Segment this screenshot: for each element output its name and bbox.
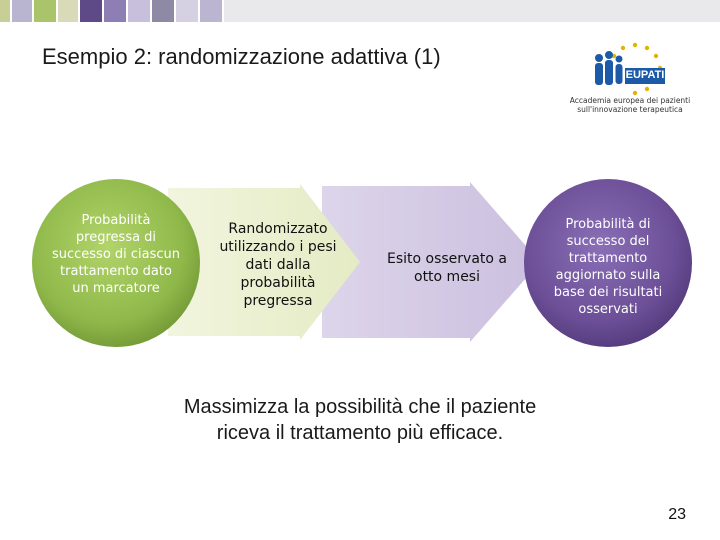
tagline-line-1: Accademia europea dei pazienti: [569, 96, 691, 105]
strip-square: [104, 0, 126, 22]
step4-text: Probabilità di successo del trattamento aggiornato sulla base dei risultati osservati: [553, 217, 663, 317]
conclusion-line-1: Massimizza la possibilità che il paziente: [183, 396, 537, 418]
top-color-strip: [0, 0, 720, 22]
conclusion-text: [100, 394, 620, 446]
strip-square: [176, 0, 198, 22]
page-number: 23: [668, 506, 686, 523]
slide-title: Esempio 2: randomizzazione adattiva (1): [42, 44, 441, 69]
strip-square: [128, 0, 150, 22]
eupati-logo: [585, 40, 685, 98]
step3-text: Esito osservato a otto mesi: [386, 251, 507, 285]
eupati-wordmark: EUPATI: [625, 69, 665, 81]
logo-tagline: [560, 96, 700, 114]
strip-square: [80, 0, 102, 22]
strip-bar: [224, 0, 720, 22]
strip-square: [34, 0, 56, 22]
strip-square: [152, 0, 174, 22]
conclusion-line-2: riceva il trattamento più efficace.: [216, 422, 504, 444]
step1-text: Probabilità pregressa di successo di ciascun trattamento dato un marcatore: [51, 213, 181, 296]
strip-square: [0, 0, 10, 22]
strip-square: [12, 0, 32, 22]
people-icon: [595, 51, 623, 85]
process-diagram: [0, 150, 720, 370]
strip-square: [200, 0, 222, 22]
step2-text: Randomizzato utilizzando i pesi dati dalla probabilità pregressa: [219, 221, 337, 309]
tagline-line-2: sull'innovazione terapeutica: [577, 105, 683, 114]
strip-square: [58, 0, 78, 22]
